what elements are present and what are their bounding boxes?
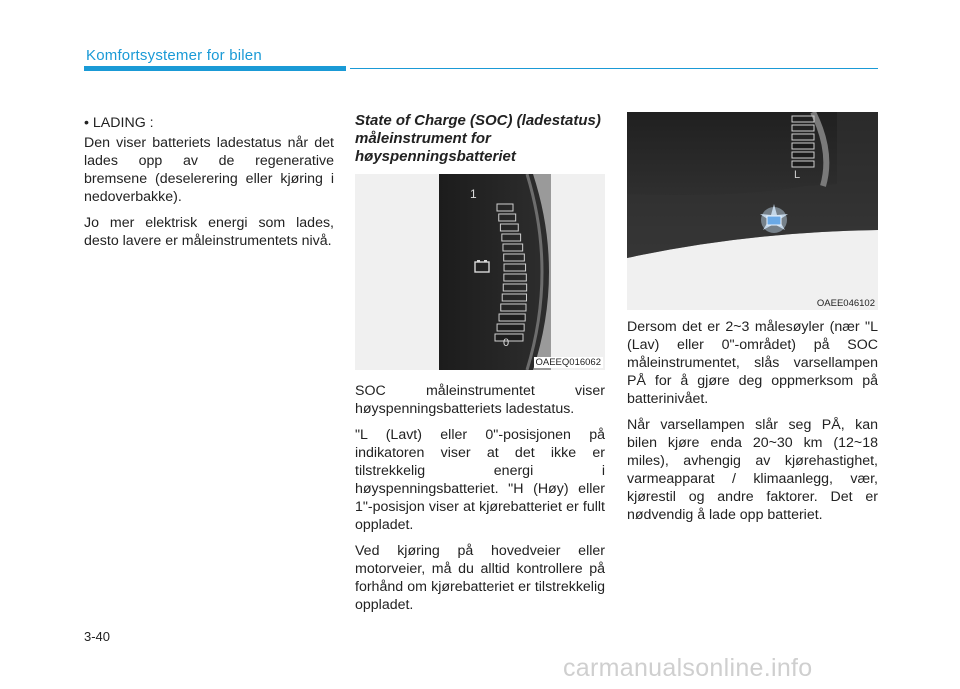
paragraph-charging-level: Jo mer elektrisk energi som lades, desto lavere er måleinstrumentets nivå. [84,215,334,249]
gauge-segment [497,324,524,331]
bullet-charging: • LADING : [84,115,154,131]
paragraph-warning-lamp: Dersom det er 2~3 målesøyler (nær "L (Lav) eller 0"-området) på SOC måleinstrumentet, slås varsellampen PÅ for å gjøre deg oppmerksom på batterinivået. [627,319,878,407]
header-rule-thin [350,68,878,69]
page-number: 3-40 [84,629,111,644]
paragraph-soc-highway: Ved kjøring på hovedveier eller motorveier, må du alltid kontrollere på forhånd om kjørebatteriet er tilstrekkelig oppladet. [355,543,605,613]
gauge-segment [792,152,814,158]
soc-gauge-illustration [355,174,605,370]
soc-gauge-heading: State of Charge (SOC) (ladestatus) måleinstrument for høyspenningsbatteriet [355,112,601,165]
gauge-segment [792,143,814,149]
paragraph-soc-positions: "L (Lavt) eller 0"-posisjonen på indikatoren viser at det ikke er tilstrekkelig energi i høyspenningsbatteriet. "H (Høy) eller 1"-posisjon viser at kjørebatteriet er fullt oppladet. [355,427,605,533]
watermark: carmanualsonline.info [563,654,813,682]
soc-warning-figure [627,112,878,310]
gauge-segment [792,161,814,167]
gauge-segment [499,314,525,321]
column-left [84,114,334,258]
gauge-label-full: 1 [470,187,477,201]
column-middle [355,112,605,622]
paragraph-soc-intro: SOC måleinstrumentet viser høyspenningsbatteriets ladestatus. [355,383,605,417]
soc-gauge-figure [355,174,605,370]
column-right [627,112,878,532]
section-title: Komfortsystemer for bilen [86,47,262,64]
figure-code: OAEE046102 [816,298,875,309]
soc-warning-illustration [627,112,878,310]
gauge-label-empty: 0 [503,337,510,349]
paragraph-remaining-range: Når varsellampen slår seg PÅ, kan bilen kjøre enda 20~30 km (12~18 miles), avhengig av kjørehastighet, varmeapparat / klimaanlegg, vær, kjørestil og andre faktorer. Det er nødvendig å lade opp batteriet. [627,417,878,523]
paragraph-charging-description: Den viser batteriets ladestatus når det lades opp av de regenerative bremsene (deselerering eller kjøring i nedoverbakke). [84,135,334,205]
gauge-label-low: L [794,169,801,181]
header-rule-thick [84,66,346,71]
figure-code: OAEEQ016062 [535,357,601,368]
